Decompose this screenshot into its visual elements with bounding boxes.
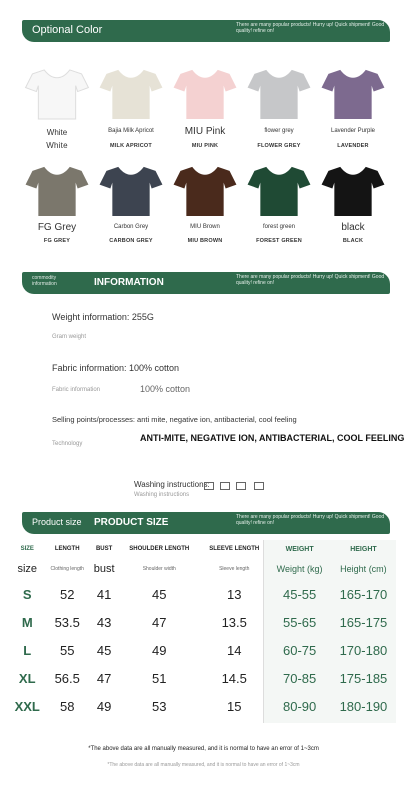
optional-color-title: Optional Color — [32, 24, 103, 36]
table-row — [10, 664, 396, 692]
column-subheader: bust — [93, 563, 115, 575]
table-row — [10, 692, 396, 720]
value-cell: 180-190 — [339, 698, 388, 714]
tshirt-swatch — [98, 66, 164, 121]
tshirt-swatch — [24, 66, 90, 121]
technology-value: ANTI-MITE, NEGATIVE ION, ANTIBACTERIAL, COOL FEELING — [140, 433, 405, 443]
value-cell: 51 — [152, 670, 167, 686]
value-cell: 55-65 — [282, 614, 317, 630]
table-row — [10, 608, 396, 636]
footnote-secondary: *The above data are all manually measured, and it is normal to have an error of 1~3cm — [107, 762, 300, 768]
value-cell: 165-175 — [339, 614, 388, 630]
color-code: CARBON GREY — [109, 238, 153, 244]
color-code: MIU BROWN — [187, 238, 223, 244]
size-cell: XXL — [14, 698, 40, 714]
wash-icon — [204, 482, 214, 490]
dry-icon — [254, 482, 264, 490]
information-small: commodity information — [32, 275, 57, 287]
value-cell: 55 — [59, 642, 75, 658]
color-name: black — [341, 222, 365, 233]
value-cell: 13 — [227, 586, 242, 602]
column-header: BUST — [95, 546, 113, 552]
column-subheader: Weight (kg) — [276, 564, 323, 574]
value-cell: 14 — [227, 642, 242, 658]
weight-sub: Gram weight — [52, 334, 87, 340]
washing-sub: Washing instructions — [134, 492, 190, 498]
size-cell: XL — [18, 670, 36, 686]
information-title: INFORMATION — [94, 277, 164, 288]
value-cell: 47 — [152, 614, 167, 630]
value-cell: 45 — [96, 642, 112, 658]
selling-points: Selling points/processes: anti mite, negative ion, antibacterial, cool feeling — [52, 415, 297, 424]
washing-label: Washing instructions: — [134, 480, 210, 489]
value-cell: 47 — [96, 670, 112, 686]
column-header: HEIGHT — [350, 545, 377, 553]
color-name: White — [46, 128, 68, 137]
column-header: SIZE — [20, 546, 34, 552]
tshirt-swatch — [246, 163, 312, 218]
tshirt-swatch — [320, 66, 386, 121]
value-cell: 165-170 — [339, 586, 388, 602]
tshirt-swatch — [172, 66, 238, 121]
color-name: flower grey — [264, 128, 294, 134]
value-cell: 45-55 — [282, 586, 317, 602]
tshirt-swatch — [246, 66, 312, 121]
footnote: *The above data are all manually measured, and it is normal to have an error of 1~3cm — [88, 746, 319, 752]
color-name: forest green — [262, 224, 296, 230]
size-cell: L — [23, 642, 32, 658]
color-name: Carbon Grey — [113, 224, 149, 230]
column-header: SLEEVE LENGTH — [209, 546, 260, 552]
column-subheader: size — [17, 563, 38, 575]
weight-info: Weight information: 255G — [52, 312, 154, 322]
column-header: SHOULDER LENGTH — [129, 546, 190, 552]
color-code: White — [46, 141, 68, 150]
column-subheader: Shoulder width — [142, 566, 176, 572]
color-code: FOREST GREEN — [256, 238, 302, 244]
table-row — [10, 636, 396, 664]
product-size-small: Product size — [32, 517, 82, 527]
fabric-info: Fabric information: 100% cotton — [52, 363, 180, 373]
column-subheader: Clothing length — [50, 566, 84, 572]
color-code: LAVENDER — [337, 143, 369, 149]
tshirt-swatch — [172, 163, 238, 218]
tshirt-swatch — [98, 163, 164, 218]
value-cell: 170-180 — [339, 642, 388, 658]
iron-icon — [236, 482, 246, 490]
value-cell: 60-75 — [282, 642, 317, 658]
value-cell: 43 — [96, 614, 112, 630]
value-cell: 49 — [96, 698, 112, 714]
value-cell: 56.5 — [54, 670, 80, 686]
color-code: FLOWER GREY — [257, 143, 301, 149]
column-header: WEIGHT — [285, 545, 314, 553]
value-cell: 58 — [59, 698, 75, 714]
value-cell: 14.5 — [221, 670, 247, 686]
technology-label: Technology — [52, 441, 83, 447]
size-cell: M — [21, 614, 33, 630]
product-size-banner — [22, 512, 390, 534]
value-cell: 15 — [227, 698, 242, 714]
value-cell: 70-85 — [282, 670, 317, 686]
optional-color-banner — [22, 20, 390, 42]
color-name: MIU Brown — [190, 224, 220, 230]
column-subheader: Sleeve length — [219, 566, 250, 572]
value-cell: 175-185 — [339, 670, 388, 686]
banner-note: There are many popular products! Hurry up! Quick shipment! Good quality! refine on! — [236, 514, 385, 526]
tshirt-swatch — [24, 163, 90, 218]
color-code: FG GREY — [43, 238, 71, 244]
value-cell: 52 — [59, 586, 75, 602]
bleach-icon — [220, 482, 230, 490]
information-banner — [22, 272, 390, 294]
value-cell: 80-90 — [282, 698, 317, 714]
banner-note: There are many popular products! Hurry up! Quick shipment! Good quality! refine on! — [236, 22, 385, 34]
size-table — [10, 540, 396, 720]
color-name: Lavender Purple — [330, 128, 376, 134]
color-name: MIU Pink — [184, 126, 226, 137]
value-cell: 13.5 — [221, 614, 247, 630]
banner-note: There are many popular products! Hurry up! Quick shipment! Good quality! refine on! — [236, 274, 385, 286]
product-size-title: PRODUCT SIZE — [94, 517, 169, 528]
size-cell: S — [22, 586, 32, 602]
fabric-value: 100% cotton — [140, 384, 191, 394]
value-cell: 45 — [152, 586, 167, 602]
tshirt-swatch — [320, 163, 386, 218]
color-name: FG Grey — [37, 222, 77, 233]
color-code: MILK APRICOT — [110, 143, 152, 149]
fabric-sub: Fabric information — [52, 387, 101, 393]
color-code: MIU PINK — [191, 143, 219, 149]
value-cell: 49 — [152, 642, 167, 658]
value-cell: 53.5 — [54, 614, 80, 630]
table-row — [10, 580, 396, 608]
column-header: LENGTH — [54, 546, 80, 552]
color-code: BLACK — [342, 238, 364, 244]
value-cell: 41 — [96, 586, 112, 602]
value-cell: 53 — [152, 698, 167, 714]
color-name: Bajia Milk Apricot — [108, 128, 154, 134]
column-subheader: Height (cm) — [340, 564, 387, 574]
